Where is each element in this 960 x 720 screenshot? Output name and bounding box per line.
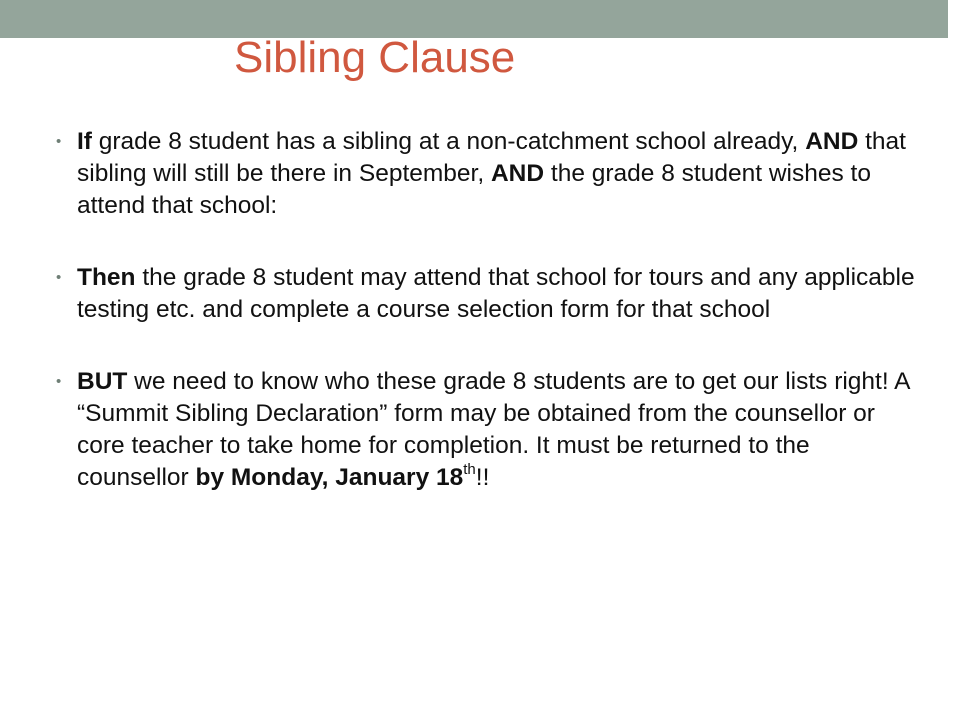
- bullet-bold-and: AND: [490, 160, 545, 187]
- bullet-text: !!: [475, 464, 490, 491]
- bullet-text: grade 8 student has a sibling at a non-catchment school already,: [91, 128, 806, 155]
- bullet-item-but: [56, 366, 916, 494]
- bullet-dot-icon: •: [56, 133, 62, 150]
- slide-title: Sibling Clause: [234, 33, 516, 82]
- bullet-lead-word: BUT: [77, 368, 128, 395]
- bullet-bold-deadline: by Monday, January 18: [195, 464, 464, 491]
- bullet-list: [56, 126, 916, 494]
- bullet-lead-word: If: [77, 128, 92, 155]
- bullet-bold-and: AND: [805, 128, 859, 155]
- bullet-item-if: [56, 126, 916, 222]
- bullet-dot-icon: •: [56, 269, 62, 286]
- bullet-lead-word: Then: [77, 264, 136, 291]
- bullet-text: that sibling will still be there in September,: [77, 128, 906, 187]
- bullet-text: the grade 8 student may attend that school for tours and any applicable testing etc. and complete a course selection form for that school: [77, 264, 915, 323]
- bullet-item-then: [56, 262, 916, 326]
- bullet-text: we need to know who these grade 8 students are to get our lists right! A “Summit Sibling Declaration” form may be obtained from the counsellor or core teacher to take home for completion. It must be returned to the counsellor: [77, 368, 910, 491]
- bullet-dot-icon: •: [56, 373, 62, 390]
- ordinal-superscript: th: [463, 461, 476, 478]
- bullet-text: the grade 8 student wishes to attend that school:: [77, 160, 871, 219]
